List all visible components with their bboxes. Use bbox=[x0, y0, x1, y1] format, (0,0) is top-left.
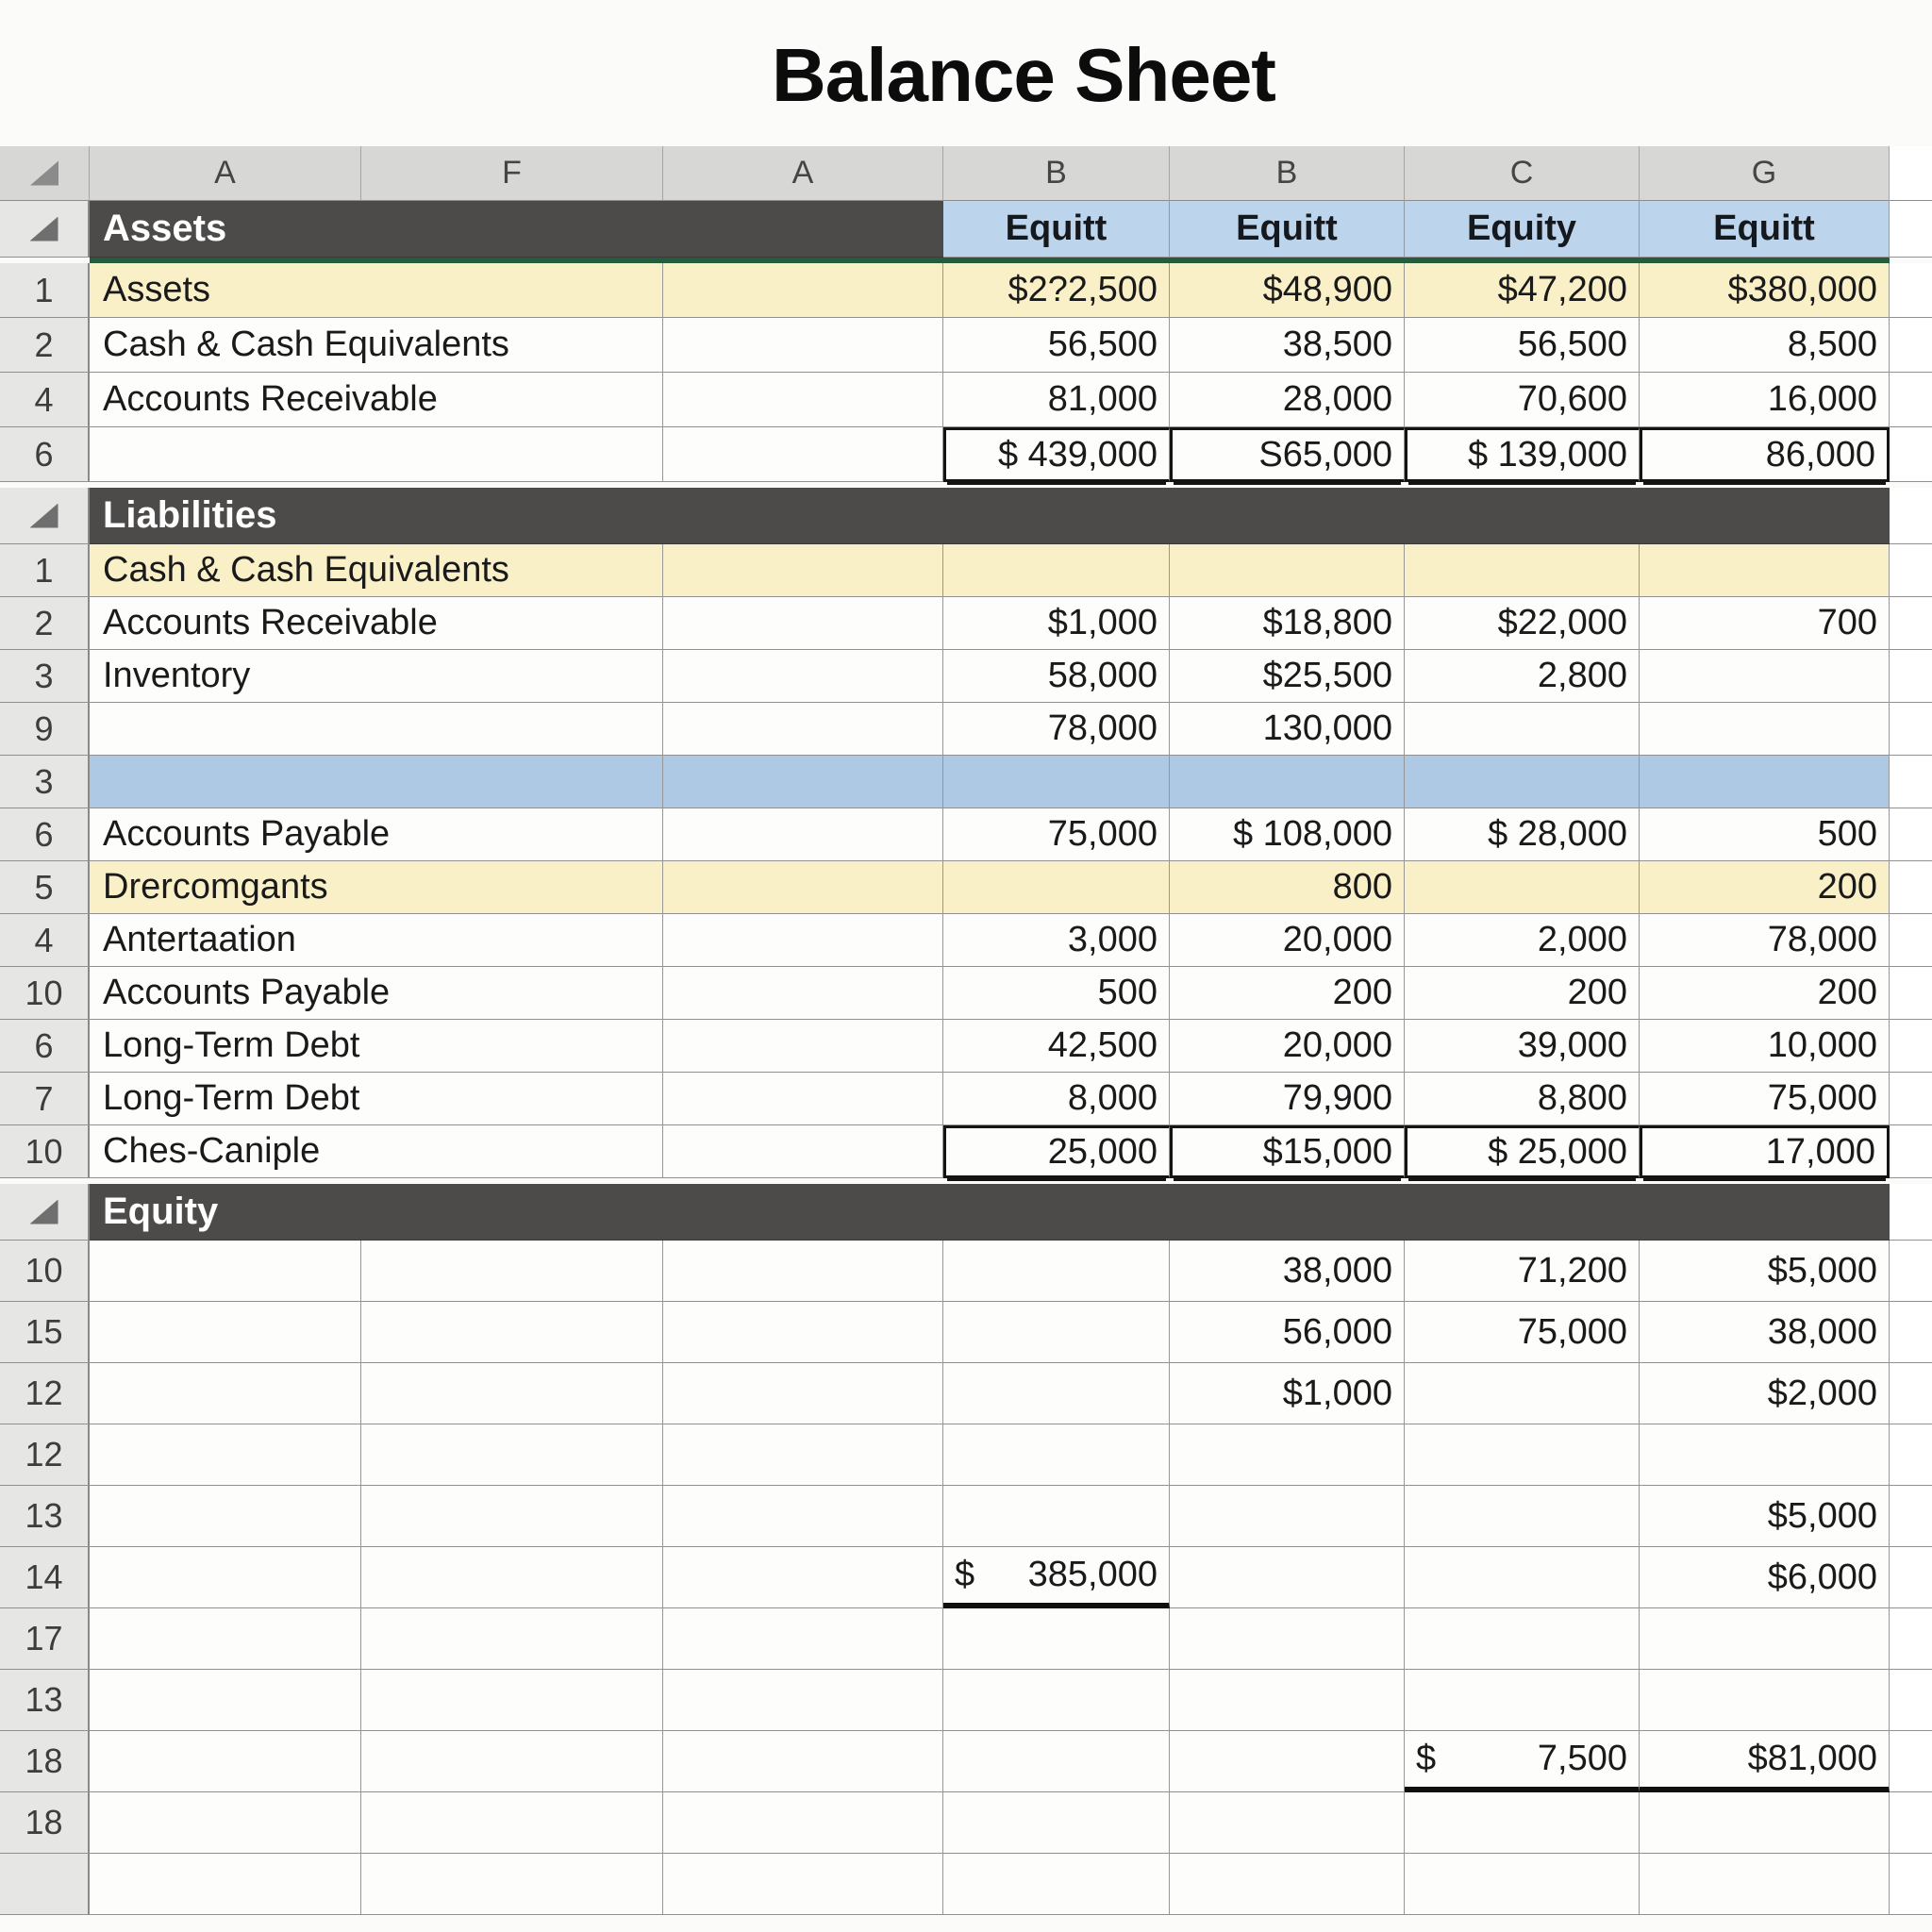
cell-b[interactable]: 81,000 bbox=[943, 373, 1170, 427]
cell-a2[interactable] bbox=[663, 1125, 943, 1178]
corner-cell[interactable] bbox=[0, 146, 90, 201]
cell-f[interactable] bbox=[361, 1792, 663, 1854]
sliver-cell bbox=[1890, 1547, 1932, 1608]
sheet-row bbox=[0, 263, 1932, 318]
cell-a2[interactable] bbox=[663, 1731, 943, 1792]
cell-c[interactable] bbox=[1405, 703, 1640, 756]
cell-b[interactable] bbox=[943, 1731, 1170, 1792]
cell-b[interactable]: $ 439,000 bbox=[943, 427, 1170, 482]
sheet-row bbox=[0, 1020, 1932, 1073]
cell-g[interactable]: 38,000 bbox=[1640, 1302, 1890, 1363]
row-number[interactable]: 3 bbox=[0, 650, 90, 703]
cell-b[interactable] bbox=[943, 1792, 1170, 1854]
cell-c[interactable] bbox=[1405, 544, 1640, 597]
cell-label[interactable] bbox=[90, 427, 663, 482]
cell-a[interactable] bbox=[90, 1241, 361, 1302]
cell-a[interactable] bbox=[90, 1854, 361, 1915]
cell-g[interactable] bbox=[1640, 1424, 1890, 1486]
sliver-cell bbox=[1890, 861, 1932, 914]
blue-column-header[interactable]: Equitt bbox=[943, 201, 1170, 258]
cell-c[interactable] bbox=[1405, 1424, 1640, 1486]
row-number[interactable]: 4 bbox=[0, 914, 90, 967]
cell-g[interactable]: 17,000 bbox=[1640, 1125, 1890, 1178]
column-header[interactable] bbox=[1890, 146, 1932, 201]
sliver-cell bbox=[1890, 1363, 1932, 1424]
cell-b2[interactable]: $ 108,000 bbox=[1170, 808, 1405, 861]
sliver-cell bbox=[1890, 201, 1932, 258]
cell-b[interactable] bbox=[943, 1854, 1170, 1915]
cell-a2[interactable] bbox=[663, 1073, 943, 1125]
cell-b[interactable] bbox=[943, 756, 1170, 808]
sheet-row bbox=[0, 1854, 1932, 1915]
sliver-cell bbox=[1890, 488, 1932, 544]
cell-a2[interactable] bbox=[663, 1854, 943, 1915]
cell-g[interactable]: 500 bbox=[1640, 808, 1890, 861]
cell-g[interactable]: $2,000 bbox=[1640, 1363, 1890, 1424]
cell-c[interactable] bbox=[1405, 1486, 1640, 1547]
cell-a2[interactable] bbox=[663, 967, 943, 1020]
cell-a2[interactable] bbox=[663, 263, 943, 318]
cell-f[interactable] bbox=[361, 1854, 663, 1915]
cell-a2[interactable] bbox=[663, 914, 943, 967]
cell-g[interactable] bbox=[1640, 1608, 1890, 1670]
currency-symbol: $ bbox=[1416, 1739, 1437, 1778]
sheet-row bbox=[0, 914, 1932, 967]
column-header[interactable]: A bbox=[663, 146, 943, 201]
cell-f[interactable] bbox=[361, 1608, 663, 1670]
cell-b[interactable] bbox=[943, 1424, 1170, 1486]
row-number[interactable]: 6 bbox=[0, 427, 90, 482]
cell-c[interactable]: $47,200 bbox=[1405, 263, 1640, 318]
cell-f[interactable] bbox=[361, 1547, 663, 1608]
cell-b2[interactable]: 79,900 bbox=[1170, 1073, 1405, 1125]
page-title: Balance Sheet bbox=[772, 33, 1275, 117]
cell-a2[interactable] bbox=[663, 427, 943, 482]
sliver-cell bbox=[1890, 650, 1932, 703]
cell-b2[interactable]: 130,000 bbox=[1170, 703, 1405, 756]
cell-b2[interactable] bbox=[1170, 1547, 1405, 1608]
cell-label[interactable]: Cash & Cash Equivalents bbox=[90, 544, 663, 597]
cell-a2[interactable] bbox=[663, 373, 943, 427]
row-number[interactable]: 12 bbox=[0, 1363, 90, 1424]
cell-g[interactable]: $5,000 bbox=[1640, 1486, 1890, 1547]
sheet-row bbox=[0, 1125, 1932, 1178]
cell-a2[interactable] bbox=[663, 1020, 943, 1073]
cell-g[interactable] bbox=[1640, 756, 1890, 808]
cell-label[interactable]: Antertaation bbox=[90, 914, 663, 967]
sheet-row bbox=[0, 1486, 1932, 1547]
sheet-row bbox=[0, 1363, 1932, 1424]
cell-a[interactable] bbox=[90, 1486, 361, 1547]
blue-column-header[interactable]: Equitt bbox=[1170, 201, 1405, 258]
row-number[interactable]: 1 bbox=[0, 263, 90, 318]
cell-b2[interactable] bbox=[1170, 1424, 1405, 1486]
row-number[interactable]: 1 bbox=[0, 544, 90, 597]
cell-g[interactable]: 75,000 bbox=[1640, 1073, 1890, 1125]
cell-b[interactable] bbox=[943, 1547, 1170, 1608]
cell-g[interactable] bbox=[1640, 1792, 1890, 1854]
cell-g[interactable] bbox=[1640, 650, 1890, 703]
cell-label[interactable] bbox=[90, 703, 663, 756]
section-title[interactable]: Equity bbox=[90, 1184, 1890, 1241]
cell-label[interactable]: Accounts Payable bbox=[90, 967, 663, 1020]
cell-a2[interactable] bbox=[663, 1363, 943, 1424]
cell-a[interactable] bbox=[90, 1731, 361, 1792]
cell-a2[interactable] bbox=[663, 544, 943, 597]
cell-c[interactable]: 2,000 bbox=[1405, 914, 1640, 967]
cell-b2[interactable]: $1,000 bbox=[1170, 1363, 1405, 1424]
cell-g[interactable]: $5,000 bbox=[1640, 1241, 1890, 1302]
sliver-cell bbox=[1890, 1184, 1932, 1241]
sliver-cell bbox=[1890, 318, 1932, 373]
sheet-row bbox=[0, 373, 1932, 427]
sliver-cell bbox=[1890, 1854, 1932, 1915]
row-header[interactable] bbox=[0, 1184, 90, 1241]
sheet-row bbox=[0, 1424, 1932, 1486]
cell-b2[interactable]: $25,500 bbox=[1170, 650, 1405, 703]
cell-c[interactable]: 200 bbox=[1405, 967, 1640, 1020]
sheet-row bbox=[0, 1608, 1932, 1670]
cell-g[interactable]: 200 bbox=[1640, 967, 1890, 1020]
cell-b[interactable]: $2?2,500 bbox=[943, 263, 1170, 318]
row-header[interactable] bbox=[0, 201, 90, 258]
cell-c[interactable] bbox=[1405, 1731, 1640, 1792]
cell-a2[interactable] bbox=[663, 1302, 943, 1363]
row-number[interactable]: 10 bbox=[0, 1125, 90, 1178]
cell-b[interactable] bbox=[943, 1486, 1170, 1547]
cell-b[interactable]: 8,000 bbox=[943, 1073, 1170, 1125]
row-number[interactable]: 14 bbox=[0, 1547, 90, 1608]
cell-f[interactable] bbox=[361, 1731, 663, 1792]
cell-b[interactable] bbox=[943, 1608, 1170, 1670]
column-header[interactable]: B bbox=[1170, 146, 1405, 201]
sliver-cell bbox=[1890, 1020, 1932, 1073]
cell-c[interactable] bbox=[1405, 1608, 1640, 1670]
cell-c[interactable] bbox=[1405, 1854, 1640, 1915]
row-number[interactable]: 13 bbox=[0, 1486, 90, 1547]
cell-a[interactable] bbox=[90, 1670, 361, 1731]
section-band-row bbox=[0, 1184, 1932, 1241]
sliver-cell bbox=[1890, 808, 1932, 861]
sheet-row bbox=[0, 967, 1932, 1020]
sliver-cell bbox=[1890, 1241, 1932, 1302]
sheet-row bbox=[0, 1731, 1932, 1792]
group-marker-icon[interactable] bbox=[30, 504, 58, 528]
sliver-cell bbox=[1890, 1125, 1932, 1178]
cell-a[interactable] bbox=[90, 1608, 361, 1670]
cell-b2[interactable]: $15,000 bbox=[1170, 1125, 1405, 1178]
cell-b2[interactable]: 38,000 bbox=[1170, 1241, 1405, 1302]
section-band-row bbox=[0, 201, 1932, 258]
cell-a2[interactable] bbox=[663, 1547, 943, 1608]
blue-column-header[interactable]: Equitt bbox=[1640, 201, 1890, 258]
sliver-cell bbox=[1890, 703, 1932, 756]
cell-b[interactable] bbox=[943, 1363, 1170, 1424]
cell-b[interactable] bbox=[943, 1241, 1170, 1302]
cell-b2[interactable] bbox=[1170, 756, 1405, 808]
cell-g[interactable]: 16,000 bbox=[1640, 373, 1890, 427]
row-number[interactable]: 3 bbox=[0, 756, 90, 808]
cell-f[interactable] bbox=[361, 1363, 663, 1424]
cell-a[interactable] bbox=[90, 1302, 361, 1363]
cell-a2[interactable] bbox=[663, 1486, 943, 1547]
cell-f[interactable] bbox=[361, 1241, 663, 1302]
cell-g[interactable]: 10,000 bbox=[1640, 1020, 1890, 1073]
cell-c[interactable]: 70,600 bbox=[1405, 373, 1640, 427]
cell-g[interactable]: 78,000 bbox=[1640, 914, 1890, 967]
cell-b2[interactable]: S65,000 bbox=[1170, 427, 1405, 482]
column-header-row bbox=[0, 146, 1932, 201]
cell-g[interactable]: 700 bbox=[1640, 597, 1890, 650]
cell-a2[interactable] bbox=[663, 756, 943, 808]
sliver-cell bbox=[1890, 914, 1932, 967]
cell-b2[interactable]: 200 bbox=[1170, 967, 1405, 1020]
cell-b[interactable]: 58,000 bbox=[943, 650, 1170, 703]
sheet-row bbox=[0, 650, 1932, 703]
cell-a2[interactable] bbox=[663, 1424, 943, 1486]
sheet-row bbox=[0, 808, 1932, 861]
cell-b2[interactable] bbox=[1170, 1486, 1405, 1547]
cell-c[interactable]: 75,000 bbox=[1405, 1302, 1640, 1363]
cell-a2[interactable] bbox=[663, 650, 943, 703]
sheet-row bbox=[0, 1302, 1932, 1363]
cell-c[interactable]: 71,200 bbox=[1405, 1241, 1640, 1302]
row-number[interactable]: 4 bbox=[0, 373, 90, 427]
row-number[interactable]: 2 bbox=[0, 318, 90, 373]
sheet-row bbox=[0, 318, 1932, 373]
sheet-row bbox=[0, 703, 1932, 756]
cell-b[interactable] bbox=[943, 544, 1170, 597]
column-header[interactable]: G bbox=[1640, 146, 1890, 201]
sheet-row bbox=[0, 1670, 1932, 1731]
sheet-row bbox=[0, 1792, 1932, 1854]
section-title[interactable]: Liabilities bbox=[90, 488, 1890, 544]
cell-c[interactable]: $ 139,000 bbox=[1405, 427, 1640, 482]
cell-c[interactable] bbox=[1405, 756, 1640, 808]
cell-label[interactable]: Ches-Caniple bbox=[90, 1125, 663, 1178]
row-number[interactable] bbox=[0, 1854, 90, 1915]
cell-a2[interactable] bbox=[663, 861, 943, 914]
cell-b2[interactable] bbox=[1170, 1670, 1405, 1731]
cell-g[interactable] bbox=[1640, 1854, 1890, 1915]
sliver-cell bbox=[1890, 1731, 1932, 1792]
row-number[interactable]: 13 bbox=[0, 1670, 90, 1731]
column-header[interactable]: B bbox=[943, 146, 1170, 201]
cell-c[interactable]: $ 25,000 bbox=[1405, 1125, 1640, 1178]
sheet-row bbox=[0, 544, 1932, 597]
cell-g[interactable]: $6,000 bbox=[1640, 1547, 1890, 1608]
cell-a2[interactable] bbox=[663, 703, 943, 756]
sheet-row bbox=[0, 861, 1932, 914]
row-number[interactable]: 18 bbox=[0, 1792, 90, 1854]
column-header[interactable]: C bbox=[1405, 146, 1640, 201]
cell-b2[interactable]: 28,000 bbox=[1170, 373, 1405, 427]
amount: 385,000 bbox=[1027, 1555, 1158, 1594]
row-number[interactable]: 18 bbox=[0, 1731, 90, 1792]
sheet-row bbox=[0, 597, 1932, 650]
cell-b2[interactable]: $18,800 bbox=[1170, 597, 1405, 650]
cell-label[interactable]: Cash & Cash Equivalents bbox=[90, 318, 663, 373]
cell-a2[interactable] bbox=[663, 1608, 943, 1670]
cell-b2[interactable] bbox=[1170, 544, 1405, 597]
cell-b[interactable]: $1,000 bbox=[943, 597, 1170, 650]
column-header[interactable]: A bbox=[90, 146, 361, 201]
cell-g[interactable]: 86,000 bbox=[1640, 427, 1890, 482]
cell-b2[interactable]: 800 bbox=[1170, 861, 1405, 914]
cell-a[interactable] bbox=[90, 1792, 361, 1854]
sliver-cell bbox=[1890, 1302, 1932, 1363]
sheet-row bbox=[0, 1547, 1932, 1608]
cell-b[interactable]: 25,000 bbox=[943, 1125, 1170, 1178]
cell-a2[interactable] bbox=[663, 318, 943, 373]
cell-c[interactable]: 8,800 bbox=[1405, 1073, 1640, 1125]
row-number[interactable]: 6 bbox=[0, 808, 90, 861]
cell-label[interactable]: Inventory bbox=[90, 650, 663, 703]
cell-a2[interactable] bbox=[663, 1792, 943, 1854]
cell-b2[interactable]: 56,000 bbox=[1170, 1302, 1405, 1363]
sliver-cell bbox=[1890, 756, 1932, 808]
cell-b[interactable]: 78,000 bbox=[943, 703, 1170, 756]
sheet-row bbox=[0, 1241, 1932, 1302]
row-number[interactable]: 7 bbox=[0, 1073, 90, 1125]
cell-g[interactable]: $81,000 bbox=[1640, 1731, 1890, 1792]
sliver-cell bbox=[1890, 427, 1932, 482]
row-number[interactable]: 2 bbox=[0, 597, 90, 650]
cell-a2[interactable] bbox=[663, 1241, 943, 1302]
sliver-cell bbox=[1890, 1073, 1932, 1125]
cell-label[interactable]: Accounts Receivable bbox=[90, 597, 663, 650]
cell-b2[interactable]: 38,500 bbox=[1170, 318, 1405, 373]
row-number[interactable]: 10 bbox=[0, 967, 90, 1020]
cell-b[interactable] bbox=[943, 1670, 1170, 1731]
sliver-cell bbox=[1890, 967, 1932, 1020]
cell-label[interactable]: Assets bbox=[90, 263, 663, 318]
cell-c[interactable] bbox=[1405, 1363, 1640, 1424]
row-number[interactable]: 5 bbox=[0, 861, 90, 914]
cell-b[interactable]: 500 bbox=[943, 967, 1170, 1020]
cell-b[interactable]: 3,000 bbox=[943, 914, 1170, 967]
cell-label[interactable]: Accounts Receivable bbox=[90, 373, 663, 427]
cell-b2[interactable]: $48,900 bbox=[1170, 263, 1405, 318]
cell-c[interactable] bbox=[1405, 861, 1640, 914]
sliver-cell bbox=[1890, 263, 1932, 318]
blue-column-header[interactable]: Equity bbox=[1405, 201, 1640, 258]
cell-b2[interactable]: 20,000 bbox=[1170, 914, 1405, 967]
cell-g[interactable]: 200 bbox=[1640, 861, 1890, 914]
cell-label[interactable]: Accounts Payable bbox=[90, 808, 663, 861]
section-band-row bbox=[0, 488, 1932, 544]
sheet-row bbox=[0, 756, 1932, 808]
cell-c[interactable]: 39,000 bbox=[1405, 1020, 1640, 1073]
cell-b[interactable] bbox=[943, 1302, 1170, 1363]
cell-b[interactable]: 75,000 bbox=[943, 808, 1170, 861]
currency-symbol: $ bbox=[955, 1555, 975, 1594]
sliver-cell bbox=[1890, 544, 1932, 597]
sliver-cell bbox=[1890, 1486, 1932, 1547]
column-header[interactable]: F bbox=[361, 146, 663, 201]
row-number[interactable]: 12 bbox=[0, 1424, 90, 1486]
cell-g[interactable] bbox=[1640, 703, 1890, 756]
cell-b[interactable]: 42,500 bbox=[943, 1020, 1170, 1073]
cell-g[interactable]: $380,000 bbox=[1640, 263, 1890, 318]
row-number[interactable]: 9 bbox=[0, 703, 90, 756]
cell-label[interactable]: Long-Term Debt bbox=[90, 1073, 663, 1125]
amount: 7,500 bbox=[1537, 1739, 1627, 1778]
cell-a[interactable] bbox=[90, 1363, 361, 1424]
cell-c[interactable] bbox=[1405, 1670, 1640, 1731]
sliver-cell bbox=[1890, 1792, 1932, 1854]
sheet-row bbox=[0, 427, 1932, 482]
sliver-cell bbox=[1890, 597, 1932, 650]
sliver-cell bbox=[1890, 373, 1932, 427]
row-number[interactable]: 6 bbox=[0, 1020, 90, 1073]
cell-label[interactable] bbox=[90, 756, 663, 808]
cell-c[interactable]: $ 28,000 bbox=[1405, 808, 1640, 861]
cell-a2[interactable] bbox=[663, 808, 943, 861]
cell-f[interactable] bbox=[361, 1424, 663, 1486]
sheet-row bbox=[0, 1073, 1932, 1125]
cell-a2[interactable] bbox=[663, 1670, 943, 1731]
cell-label[interactable]: Drercomgants bbox=[90, 861, 663, 914]
cell-f[interactable] bbox=[361, 1486, 663, 1547]
sliver-cell bbox=[1890, 1670, 1932, 1731]
cell-b[interactable]: 56,500 bbox=[943, 318, 1170, 373]
row-header[interactable] bbox=[0, 488, 90, 544]
group-marker-icon[interactable] bbox=[30, 161, 58, 186]
section-title[interactable]: Assets bbox=[90, 201, 943, 258]
cell-c[interactable]: 56,500 bbox=[1405, 318, 1640, 373]
cell-g[interactable] bbox=[1640, 1670, 1890, 1731]
cell-a[interactable] bbox=[90, 1547, 361, 1608]
cell-g[interactable]: 8,500 bbox=[1640, 318, 1890, 373]
group-marker-icon[interactable] bbox=[30, 217, 58, 242]
cell-b2[interactable] bbox=[1170, 1792, 1405, 1854]
cell-b[interactable] bbox=[943, 861, 1170, 914]
group-marker-icon[interactable] bbox=[30, 1200, 58, 1224]
cell-c[interactable] bbox=[1405, 1792, 1640, 1854]
cell-b2[interactable]: 20,000 bbox=[1170, 1020, 1405, 1073]
cell-f[interactable] bbox=[361, 1302, 663, 1363]
cell-a[interactable] bbox=[90, 1424, 361, 1486]
cell-c[interactable] bbox=[1405, 1547, 1640, 1608]
cell-b2[interactable] bbox=[1170, 1608, 1405, 1670]
sliver-cell bbox=[1890, 1424, 1932, 1486]
cell-f[interactable] bbox=[361, 1670, 663, 1731]
sliver-cell bbox=[1890, 1608, 1932, 1670]
cell-b2[interactable] bbox=[1170, 1854, 1405, 1915]
row-number[interactable]: 15 bbox=[0, 1302, 90, 1363]
row-number[interactable]: 10 bbox=[0, 1241, 90, 1302]
cell-g[interactable] bbox=[1640, 544, 1890, 597]
cell-b2[interactable] bbox=[1170, 1731, 1405, 1792]
cell-c[interactable]: $22,000 bbox=[1405, 597, 1640, 650]
cell-c[interactable]: 2,800 bbox=[1405, 650, 1640, 703]
spreadsheet bbox=[0, 146, 1932, 1915]
cell-label[interactable]: Long-Term Debt bbox=[90, 1020, 663, 1073]
row-number[interactable]: 17 bbox=[0, 1608, 90, 1670]
cell-a2[interactable] bbox=[663, 597, 943, 650]
